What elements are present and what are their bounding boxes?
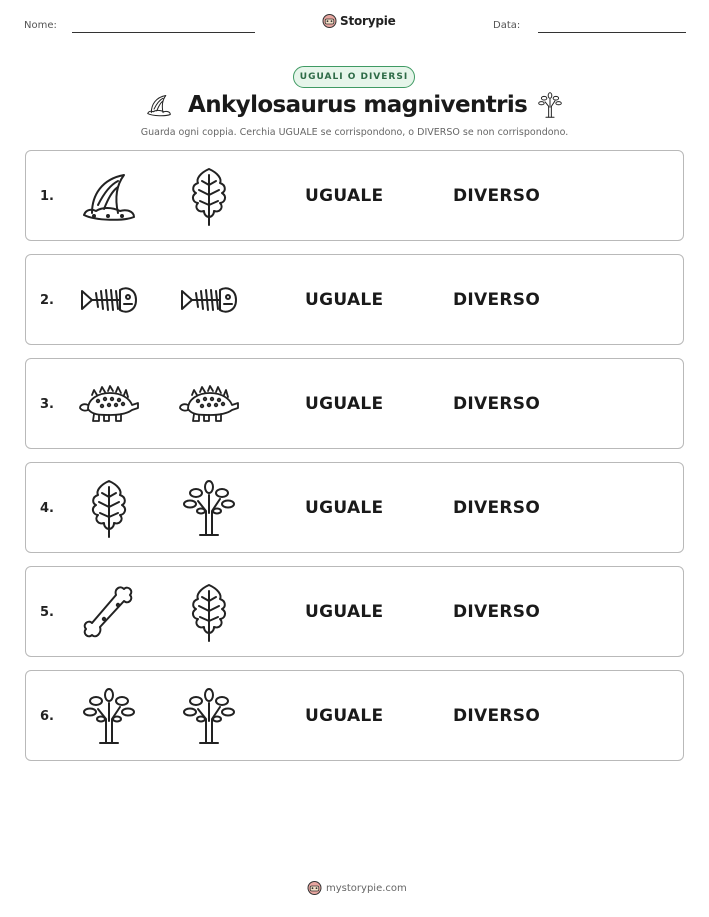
different-option[interactable]: DIVERSO (453, 290, 541, 310)
comparison-row-1 (25, 150, 684, 241)
same-option[interactable]: UGUALE (305, 498, 384, 518)
brand-logo (322, 13, 396, 29)
date-label: Data: (493, 20, 521, 31)
comparison-row-5 (25, 566, 684, 657)
footer (307, 880, 407, 896)
comparison-row-4 (25, 462, 684, 553)
fish-skeleton-icon (178, 269, 240, 331)
different-option[interactable]: DIVERSO (453, 394, 541, 414)
row-number: 1. (40, 189, 54, 204)
same-option[interactable]: UGUALE (305, 394, 384, 414)
tree-icon (178, 477, 240, 539)
comparison-row-6 (25, 670, 684, 761)
different-option[interactable]: DIVERSO (453, 186, 541, 206)
ankylosaurus-icon (178, 373, 240, 435)
activity-badge: UGUALI O DIVERSI (293, 66, 415, 88)
storypie-mascot-icon (307, 880, 322, 896)
bone-icon (78, 581, 140, 643)
footer-url[interactable]: mystorypie.com (326, 882, 407, 894)
row-number: 5. (40, 605, 54, 620)
brand-name: Storypie (340, 14, 396, 28)
tree-icon (78, 685, 140, 747)
same-option[interactable]: UGUALE (305, 602, 384, 622)
different-option[interactable]: DIVERSO (453, 602, 541, 622)
comparison-row-3 (25, 358, 684, 449)
tooth-fossil-icon (78, 165, 140, 227)
ankylosaurus-icon (78, 373, 140, 435)
name-label: Nome: (24, 20, 57, 31)
name-line[interactable] (72, 32, 255, 33)
tree-icon (178, 685, 240, 747)
different-option[interactable]: DIVERSO (453, 706, 541, 726)
comparison-row-2 (25, 254, 684, 345)
leaf-icon (178, 165, 240, 227)
leaf-icon (78, 477, 140, 539)
same-option[interactable]: UGUALE (305, 186, 384, 206)
row-number: 3. (40, 397, 54, 412)
storypie-mascot-icon (322, 13, 337, 29)
tooth-fossil-icon (144, 91, 174, 123)
tree-icon (536, 90, 564, 124)
row-number: 2. (40, 293, 54, 308)
worksheet-title: Ankylosaurus magniventris (188, 92, 528, 118)
same-option[interactable]: UGUALE (305, 706, 384, 726)
date-line[interactable] (538, 32, 686, 33)
row-number: 4. (40, 501, 54, 516)
instructions: Guarda ogni coppia. Cerchia UGUALE se corrispondono, o DIVERSO se non corrispondono. (140, 127, 569, 138)
same-option[interactable]: UGUALE (305, 290, 384, 310)
row-number: 6. (40, 709, 54, 724)
leaf-icon (178, 581, 240, 643)
different-option[interactable]: DIVERSO (453, 498, 541, 518)
fish-skeleton-icon (78, 269, 140, 331)
